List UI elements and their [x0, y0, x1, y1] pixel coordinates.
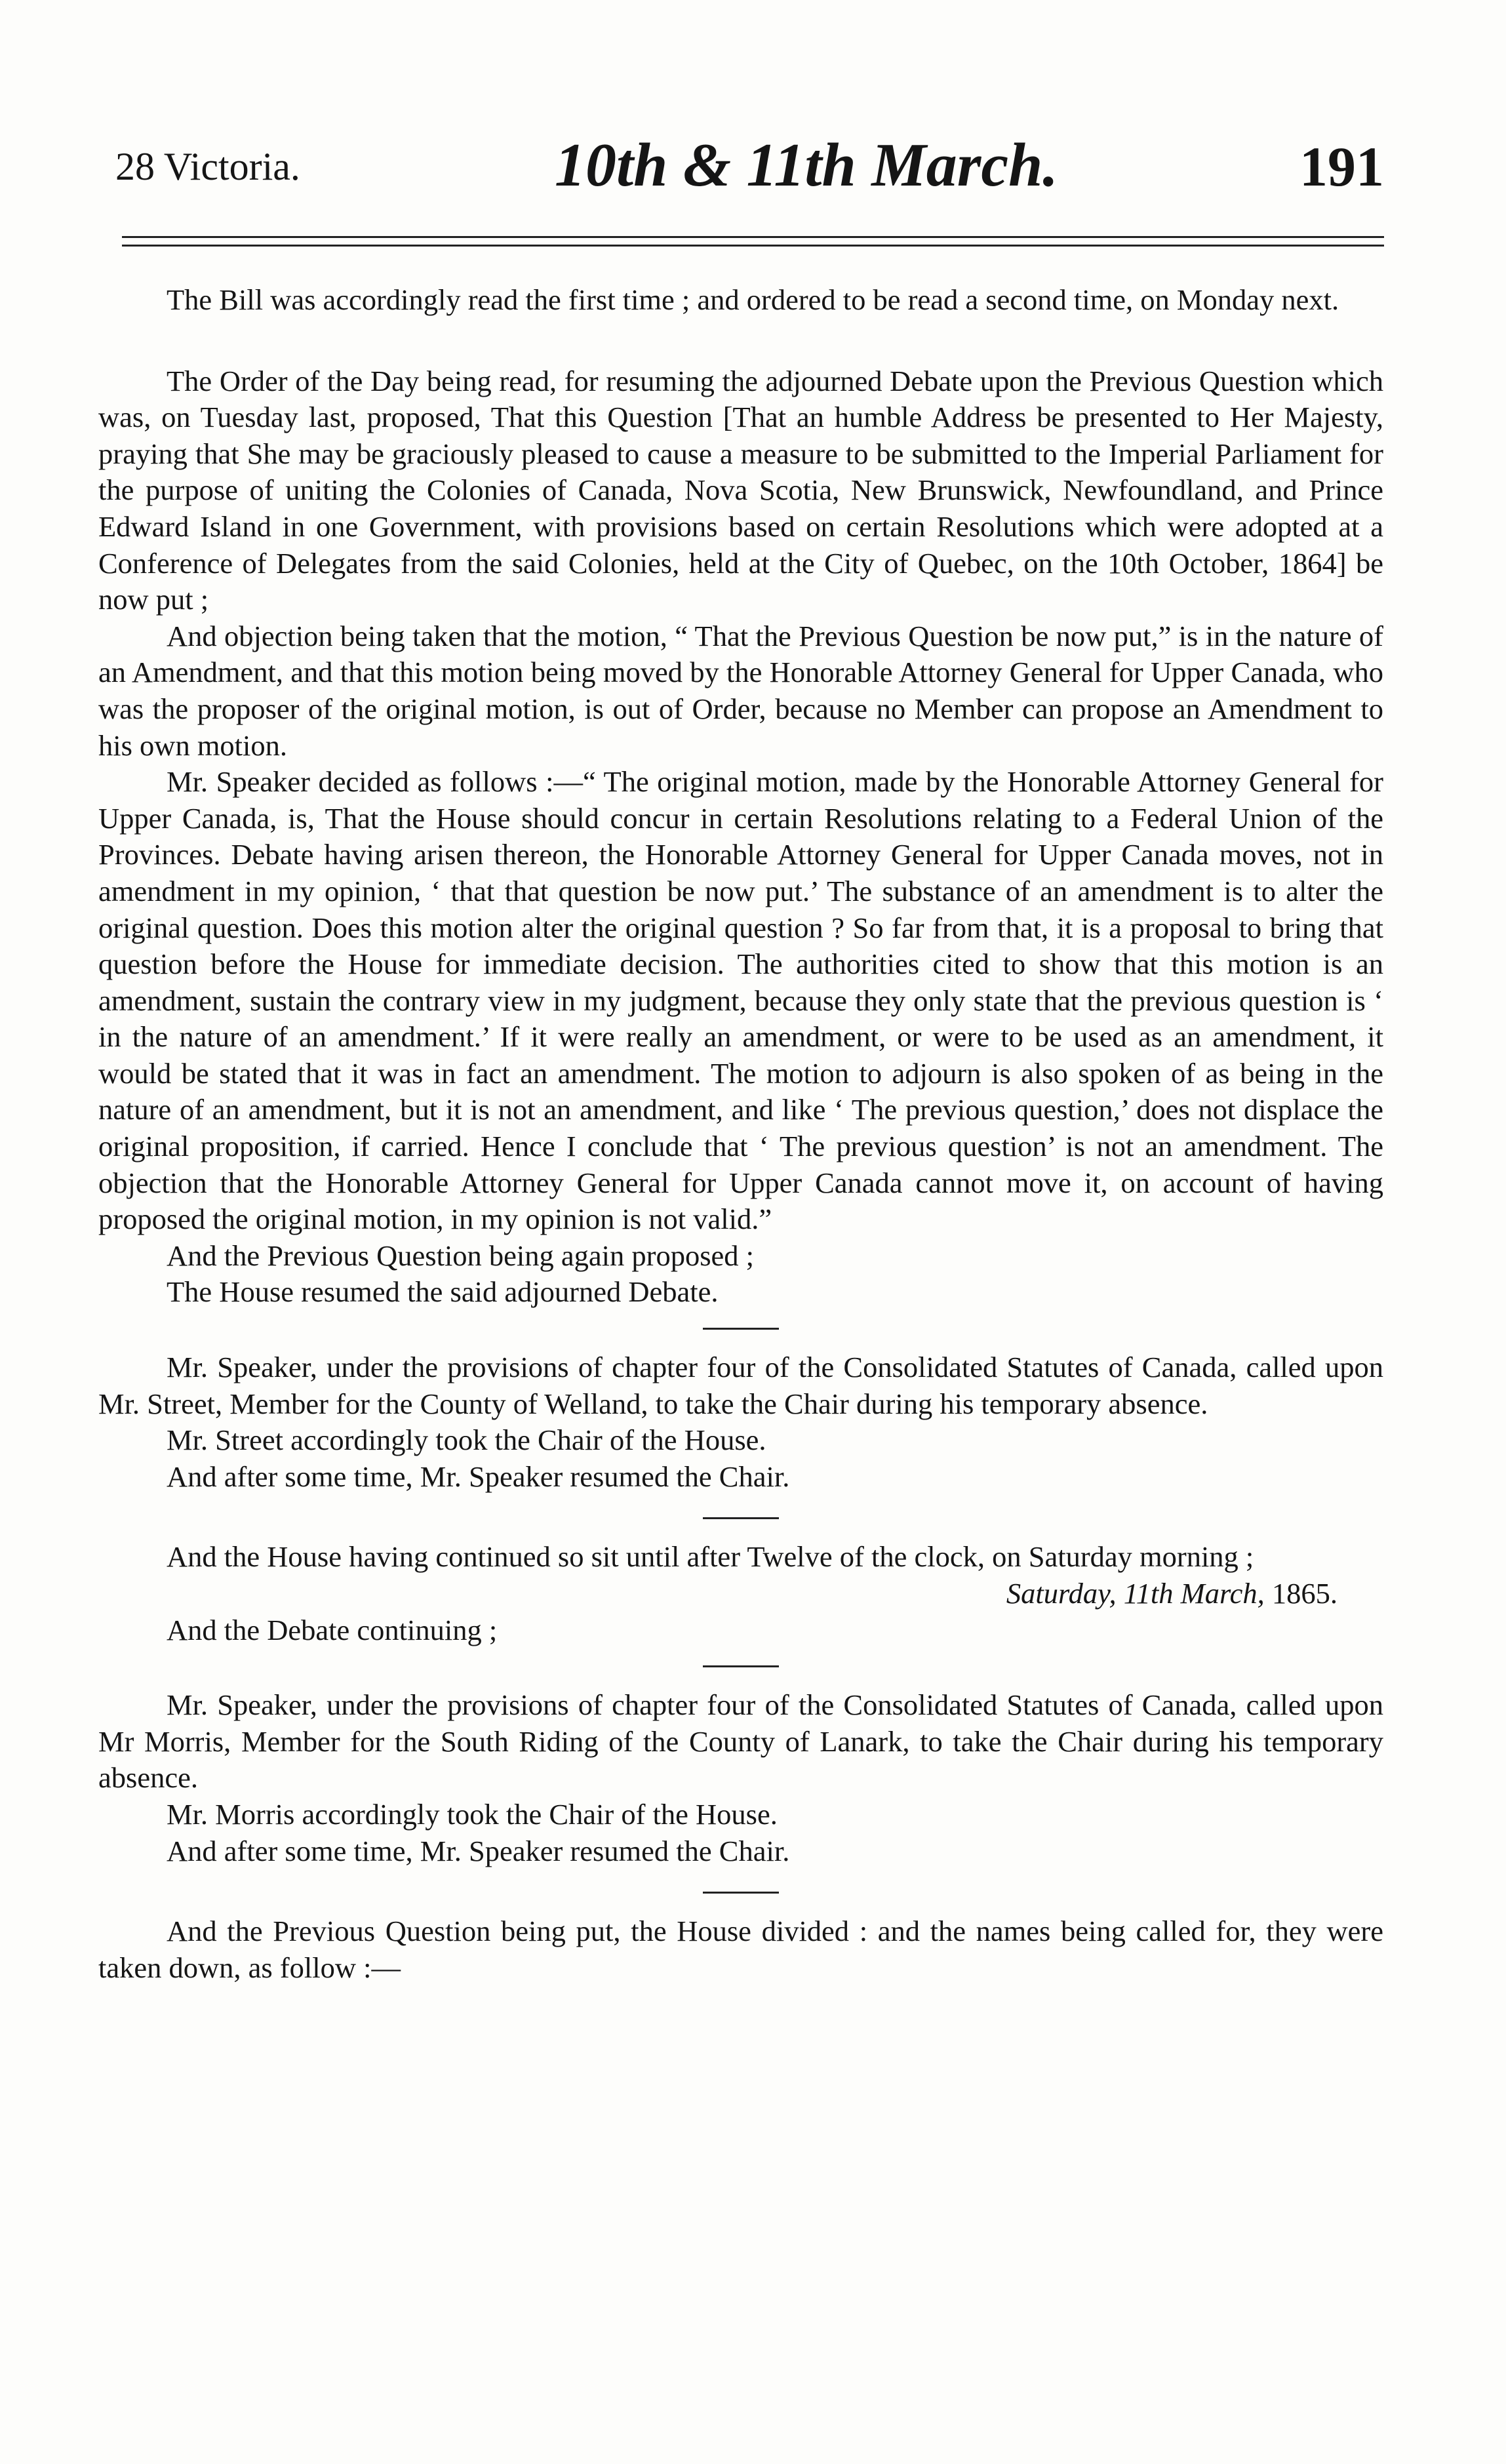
paragraph-bill-read: The Bill was accordingly read the first time ; and ordered to be read a second time, on Monday next.: [167, 283, 1339, 316]
dateline-day: Saturday, 11th March,: [1006, 1577, 1265, 1610]
paragraph-division: And the Previous Question being put, the House divided : and the names being called for, they were taken down, as follow :—: [98, 1915, 1383, 1984]
page-body: [98, 282, 1383, 1986]
section-divider: [703, 1892, 779, 1894]
paragraph-morris-chair: Mr. Morris accordingly took the Chair of the House.: [167, 1797, 778, 1831]
dateline-year: 1865.: [1271, 1577, 1338, 1610]
paragraph-objection: And objection being taken that the motion, “ That the Previous Question be now put,” is in the nature of an Amendment, and that this motion being moved by the Honorable Attorney General for Upper Canada, who was the proposer of the original motion, is out of Order, because no Member can propose an Amendment to his own motion.: [98, 619, 1383, 762]
header-rule: [122, 236, 1384, 247]
dateline: [98, 1576, 1383, 1612]
section-divider: [703, 1665, 779, 1667]
page-header: [115, 125, 1384, 210]
date-heading: 10th & 11th March.: [555, 131, 1058, 199]
paragraph-previous-question: And the Previous Question being again proposed ;: [167, 1239, 755, 1272]
paragraph-debate-resumed: The House resumed the said adjourned Debate.: [167, 1275, 719, 1309]
paragraph-house-continued: And the House having continued so sit until after Twelve of the clock, on Saturday morning ;: [167, 1540, 1254, 1574]
section-divider: [703, 1517, 779, 1519]
paragraph-speaker-decision: Mr. Speaker decided as follows :—“ The original motion, made by the Honorable Attorney General for Upper Canada, is, That the House should concur in certain Resolutions relating to a Federal Union of the Provinces. Debate having arisen thereon, the Honorable Attorney General for Upper Canada moves, not in amendment in my opinion, ‘ that that question be now put.’ The substance of an amendment is to alter the original question. Does this motion alter the original question ? So far from that, it is a proposal to bring that question before the House for immediate decision. The authorities cited to show that this motion is an amendment, sustain the contrary view in my judgment, because they only state that the previous question is ‘ in the nature of an amendment.’ If it were really an amendment, or were to be used as an amendment, it would be stated that it was in fact an amendment. The motion to adjourn is also spoken of as being in the nature of an amendment, but it is not an amendment, and like ‘ The previous question,’ does not displace the original proposition, if carried. Hence I conclude that ‘ The previous question’ is not an amendment. The objection that the Honorable Attorney General for Upper Canada cannot move it, on account of having proposed the original motion, in my opinion is not valid.”: [98, 765, 1383, 1236]
section-divider: [703, 1328, 779, 1330]
session-label: 28 Victoria.: [115, 145, 300, 188]
page-number: 191: [1299, 135, 1384, 198]
paragraph-order-of-day: The Order of the Day being read, for resuming the adjourned Debate upon the Previous Question which was, on Tuesday last, proposed, That this Question [That an humble Address be presented to Her Majesty, praying that She may be graciously pleased to cause a measure to be submitted to the Imperial Parliament for the purpose of uniting the Colonies of Canada, Nova Scotia, New Brunswick, Newfoundland, and Prince Edward Island in one Government, with provisions based on certain Resolutions which were adopted at a Conference of Delegates from the said Colonies, held at the City of Quebec, on the 10th October, 1864] be now put ;: [98, 364, 1383, 616]
paragraph-gap: [98, 319, 1383, 363]
paragraph-debate-continuing: And the Debate continuing ;: [167, 1613, 498, 1646]
paragraph-speaker-morris: Mr. Speaker, under the provisions of chapter four of the Consolidated Statutes of Canada, called upon Mr Morris, Member for the South Riding of the County of Lanark, to take the Chair during his temporary absence.: [98, 1688, 1383, 1795]
paragraph-speaker-street: Mr. Speaker, under the provisions of chapter four of the Consolidated Statutes of Canada, called upon Mr. Street, Member for the County of Welland, to take the Chair during his temporary absence.: [98, 1351, 1383, 1420]
paragraph-street-chair: Mr. Street accordingly took the Chair of the House.: [167, 1423, 766, 1457]
paragraph-speaker-resumed-2: And after some time, Mr. Speaker resumed the Chair.: [167, 1834, 790, 1867]
paragraph-speaker-resumed-1: And after some time, Mr. Speaker resumed the Chair.: [167, 1460, 790, 1493]
